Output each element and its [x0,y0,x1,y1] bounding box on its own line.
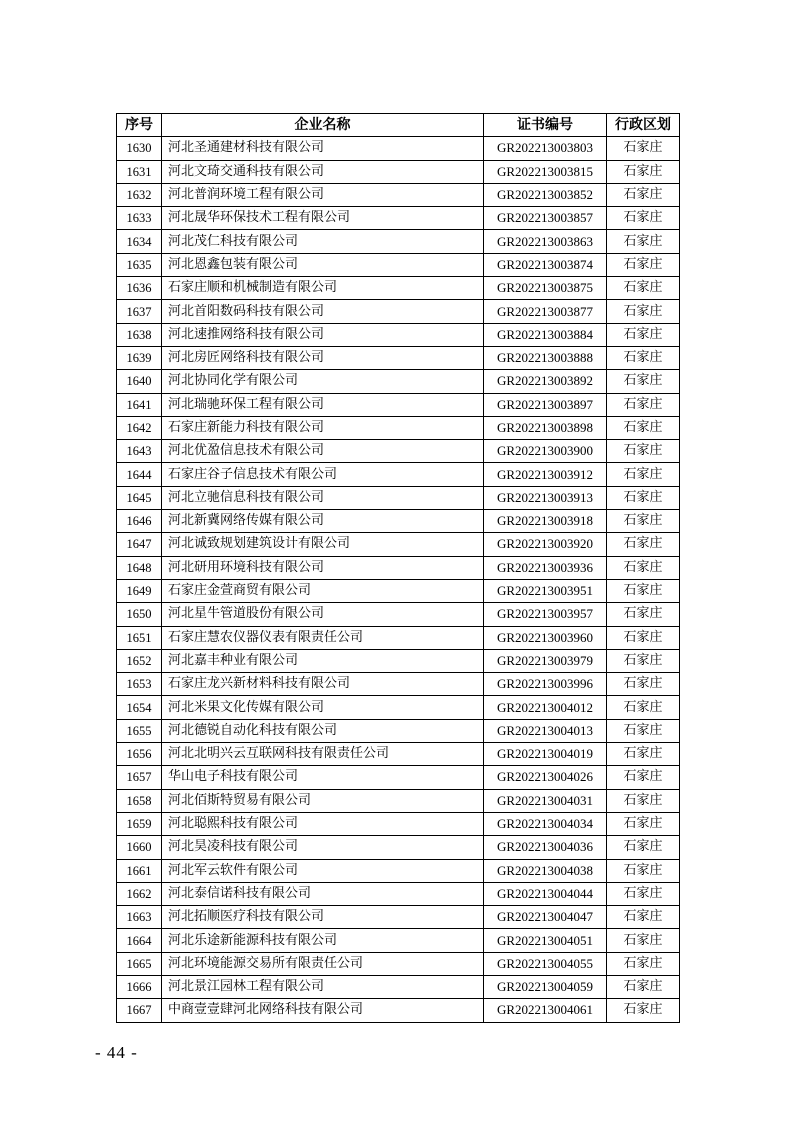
company-name-cell: 河北昊凌科技有限公司 [162,836,484,859]
serial-number-cell: 1665 [117,952,162,975]
serial-number-cell: 1662 [117,882,162,905]
serial-number-cell: 1647 [117,533,162,556]
region-cell: 石家庄 [607,579,680,602]
table-row [117,649,680,672]
certificate-number-cell: GR202213003888 [484,346,607,369]
company-name-cell: 河北速推网络科技有限公司 [162,323,484,346]
serial-number-cell: 1658 [117,789,162,812]
certificate-number-cell: GR202213003892 [484,370,607,393]
table-row [117,882,680,905]
table-row [117,300,680,323]
table-header-row [117,114,680,137]
serial-number-cell: 1667 [117,999,162,1022]
serial-number-cell: 1660 [117,836,162,859]
certificate-number-cell: GR202213004059 [484,975,607,998]
region-cell: 石家庄 [607,370,680,393]
certificate-number-cell: GR202213003897 [484,393,607,416]
region-cell: 石家庄 [607,486,680,509]
region-cell: 石家庄 [607,253,680,276]
table-row [117,393,680,416]
company-name-cell: 河北米果文化传媒有限公司 [162,696,484,719]
region-cell: 石家庄 [607,906,680,929]
serial-number-cell: 1636 [117,277,162,300]
table-row [117,929,680,952]
table-row [117,183,680,206]
region-cell: 石家庄 [607,696,680,719]
table-row [117,370,680,393]
serial-number-cell: 1659 [117,812,162,835]
table-row [117,812,680,835]
company-name-cell: 河北诚致规划建筑设计有限公司 [162,533,484,556]
region-cell: 石家庄 [607,836,680,859]
region-cell: 石家庄 [607,183,680,206]
table-row [117,207,680,230]
serial-number-cell: 1664 [117,929,162,952]
certificate-number-cell: GR202213003900 [484,440,607,463]
serial-number-cell: 1657 [117,766,162,789]
serial-number-cell: 1663 [117,906,162,929]
serial-number-cell: 1640 [117,370,162,393]
header-serial-number: 序号 [117,114,162,137]
company-name-cell: 河北研用环境科技有限公司 [162,556,484,579]
serial-number-cell: 1650 [117,603,162,626]
serial-number-cell: 1632 [117,183,162,206]
table-row [117,673,680,696]
serial-number-cell: 1630 [117,137,162,160]
table-row [117,230,680,253]
table-row [117,533,680,556]
certificate-number-cell: GR202213003960 [484,626,607,649]
serial-number-cell: 1649 [117,579,162,602]
certificate-number-cell: GR202213003951 [484,579,607,602]
company-name-cell: 石家庄谷子信息技术有限公司 [162,463,484,486]
table-row [117,789,680,812]
serial-number-cell: 1638 [117,323,162,346]
certificate-number-cell: GR202213004038 [484,859,607,882]
serial-number-cell: 1633 [117,207,162,230]
header-certificate-number: 证书编号 [484,114,607,137]
company-name-cell: 河北聪熙科技有限公司 [162,812,484,835]
serial-number-cell: 1635 [117,253,162,276]
certificate-number-cell: GR202213003898 [484,416,607,439]
certificate-number-cell: GR202213003920 [484,533,607,556]
company-name-cell: 中商壹壹肆河北网络科技有限公司 [162,999,484,1022]
certificate-number-cell: GR202213003852 [484,183,607,206]
header-region: 行政区划 [607,114,680,137]
company-name-cell: 河北军云软件有限公司 [162,859,484,882]
certificate-number-cell: GR202213003918 [484,510,607,533]
certificate-number-cell: GR202213004034 [484,812,607,835]
company-name-cell: 河北优盈信息技术有限公司 [162,440,484,463]
certificate-number-cell: GR202213004051 [484,929,607,952]
table-row [117,952,680,975]
certificate-number-cell: GR202213003912 [484,463,607,486]
company-name-cell: 河北普润环境工程有限公司 [162,183,484,206]
region-cell: 石家庄 [607,230,680,253]
region-cell: 石家庄 [607,207,680,230]
serial-number-cell: 1641 [117,393,162,416]
certificate-number-cell: GR202213003957 [484,603,607,626]
company-name-cell: 河北景江园林工程有限公司 [162,975,484,998]
serial-number-cell: 1634 [117,230,162,253]
region-cell: 石家庄 [607,160,680,183]
company-name-cell: 河北乐途新能源科技有限公司 [162,929,484,952]
serial-number-cell: 1639 [117,346,162,369]
certificate-number-cell: GR202213004013 [484,719,607,742]
region-cell: 石家庄 [607,393,680,416]
table-row [117,277,680,300]
company-name-cell: 石家庄龙兴新材料科技有限公司 [162,673,484,696]
table-row [117,696,680,719]
company-name-cell: 河北德锐自动化科技有限公司 [162,719,484,742]
company-name-cell: 石家庄金萱商贸有限公司 [162,579,484,602]
serial-number-cell: 1661 [117,859,162,882]
serial-number-cell: 1654 [117,696,162,719]
region-cell: 石家庄 [607,416,680,439]
certificate-number-cell: GR202213003803 [484,137,607,160]
company-name-cell: 河北房匠网络科技有限公司 [162,346,484,369]
company-name-cell: 石家庄新能力科技有限公司 [162,416,484,439]
certificate-number-cell: GR202213003874 [484,253,607,276]
company-name-cell: 河北协同化学有限公司 [162,370,484,393]
region-cell: 石家庄 [607,626,680,649]
table-row [117,603,680,626]
table-row [117,346,680,369]
company-name-cell: 石家庄慧农仪器仪表有限责任公司 [162,626,484,649]
certificate-number-cell: GR202213003877 [484,300,607,323]
region-cell: 石家庄 [607,673,680,696]
certificate-number-cell: GR202213004044 [484,882,607,905]
region-cell: 石家庄 [607,533,680,556]
table-row [117,626,680,649]
region-cell: 石家庄 [607,743,680,766]
serial-number-cell: 1651 [117,626,162,649]
company-name-cell: 河北茂仁科技有限公司 [162,230,484,253]
region-cell: 石家庄 [607,300,680,323]
company-name-cell: 河北拓顺医疗科技有限公司 [162,906,484,929]
serial-number-cell: 1642 [117,416,162,439]
company-name-cell: 河北环境能源交易所有限责任公司 [162,952,484,975]
region-cell: 石家庄 [607,556,680,579]
table-row [117,160,680,183]
table-row [117,975,680,998]
table-row [117,719,680,742]
company-name-cell: 河北晟华环保技术工程有限公司 [162,207,484,230]
certificate-number-cell: GR202213003936 [484,556,607,579]
region-cell: 石家庄 [607,789,680,812]
serial-number-cell: 1652 [117,649,162,672]
table-row [117,906,680,929]
certificate-number-cell: GR202213003913 [484,486,607,509]
table-row [117,579,680,602]
table-row [117,463,680,486]
region-cell: 石家庄 [607,952,680,975]
company-name-cell: 河北新冀网络传媒有限公司 [162,510,484,533]
region-cell: 石家庄 [607,975,680,998]
region-cell: 石家庄 [607,929,680,952]
region-cell: 石家庄 [607,812,680,835]
table-row [117,323,680,346]
certificate-number-cell: GR202213003815 [484,160,607,183]
table-row [117,859,680,882]
company-name-cell: 河北嘉丰种业有限公司 [162,649,484,672]
serial-number-cell: 1637 [117,300,162,323]
header-company-name: 企业名称 [162,114,484,137]
company-name-cell: 河北星牛管道股份有限公司 [162,603,484,626]
company-name-cell: 河北佰斯特贸易有限公司 [162,789,484,812]
region-cell: 石家庄 [607,999,680,1022]
certificate-number-cell: GR202213004019 [484,743,607,766]
table-row [117,999,680,1022]
table-row [117,836,680,859]
company-name-cell: 河北首阳数码科技有限公司 [162,300,484,323]
serial-number-cell: 1644 [117,463,162,486]
company-name-cell: 河北恩鑫包装有限公司 [162,253,484,276]
enterprise-table [116,113,680,1023]
company-name-cell: 河北文琦交通科技有限公司 [162,160,484,183]
region-cell: 石家庄 [607,719,680,742]
company-name-cell: 河北圣通建材科技有限公司 [162,137,484,160]
company-name-cell: 河北泰信诺科技有限公司 [162,882,484,905]
certificate-number-cell: GR202213003996 [484,673,607,696]
certificate-number-cell: GR202213003884 [484,323,607,346]
serial-number-cell: 1631 [117,160,162,183]
serial-number-cell: 1653 [117,673,162,696]
certificate-number-cell: GR202213004012 [484,696,607,719]
table-row [117,253,680,276]
certificate-number-cell: GR202213004061 [484,999,607,1022]
region-cell: 石家庄 [607,463,680,486]
table-row [117,556,680,579]
serial-number-cell: 1645 [117,486,162,509]
company-name-cell: 河北瑞驰环保工程有限公司 [162,393,484,416]
certificate-number-cell: GR202213003979 [484,649,607,672]
table-row [117,137,680,160]
region-cell: 石家庄 [607,277,680,300]
region-cell: 石家庄 [607,346,680,369]
serial-number-cell: 1646 [117,510,162,533]
region-cell: 石家庄 [607,510,680,533]
serial-number-cell: 1666 [117,975,162,998]
serial-number-cell: 1656 [117,743,162,766]
page-number: - 44 - [95,1043,138,1062]
certificate-number-cell: GR202213003863 [484,230,607,253]
certificate-number-cell: GR202213004036 [484,836,607,859]
company-name-cell: 河北立驰信息科技有限公司 [162,486,484,509]
serial-number-cell: 1643 [117,440,162,463]
region-cell: 石家庄 [607,882,680,905]
certificate-number-cell: GR202213004055 [484,952,607,975]
table-row [117,766,680,789]
region-cell: 石家庄 [607,649,680,672]
region-cell: 石家庄 [607,603,680,626]
table-row [117,510,680,533]
table-body [117,137,680,1022]
company-name-cell: 河北北明兴云互联网科技有限责任公司 [162,743,484,766]
serial-number-cell: 1655 [117,719,162,742]
serial-number-cell: 1648 [117,556,162,579]
certificate-number-cell: GR202213003857 [484,207,607,230]
region-cell: 石家庄 [607,323,680,346]
certificate-number-cell: GR202213004031 [484,789,607,812]
certificate-number-cell: GR202213004026 [484,766,607,789]
table-row [117,486,680,509]
table-row [117,416,680,439]
company-name-cell: 华山电子科技有限公司 [162,766,484,789]
certificate-number-cell: GR202213003875 [484,277,607,300]
table-row [117,743,680,766]
company-name-cell: 石家庄顺和机械制造有限公司 [162,277,484,300]
region-cell: 石家庄 [607,440,680,463]
region-cell: 石家庄 [607,766,680,789]
table-row [117,440,680,463]
region-cell: 石家庄 [607,137,680,160]
region-cell: 石家庄 [607,859,680,882]
certificate-number-cell: GR202213004047 [484,906,607,929]
